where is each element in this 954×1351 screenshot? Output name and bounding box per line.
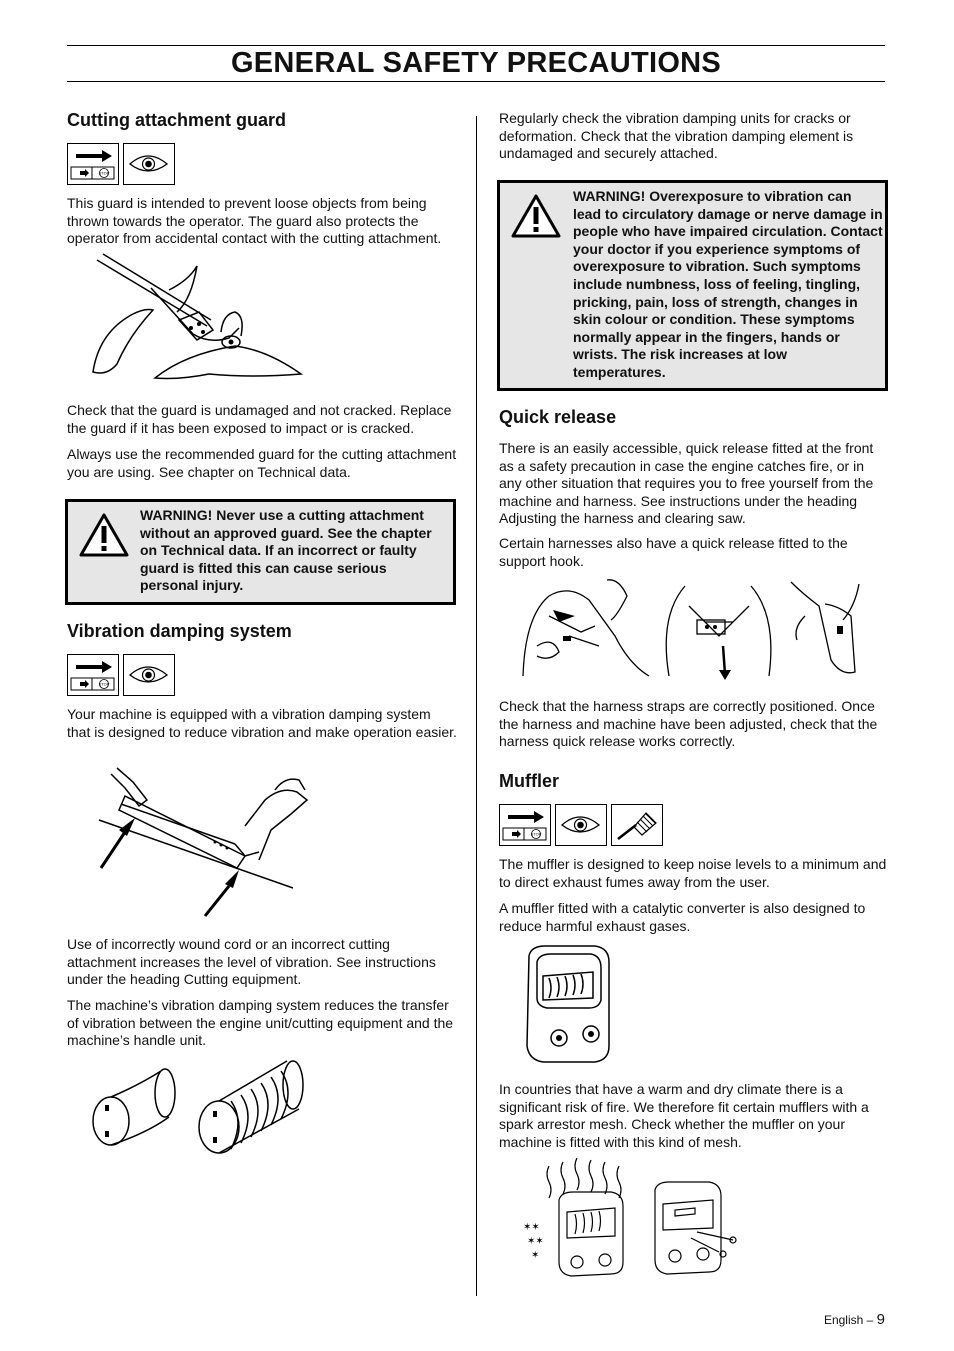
svg-text:✶✶: ✶✶ <box>527 1236 544 1247</box>
section-heading-quick-release: Quick release <box>499 407 617 427</box>
warning-triangle-icon <box>510 193 562 239</box>
paragraph-vibration-cord: Use of incorrectly wound cord or an incorrect cutting attachment increases the level of vibration. See instructions under the heading Cutting equipment. <box>67 936 436 987</box>
footer-dash: – <box>863 1313 877 1327</box>
icon-row-cutting-guard <box>67 143 175 185</box>
eye-inspect-icon <box>555 804 607 846</box>
stop-label: STOP <box>98 170 110 176</box>
paragraph-vibration-intro: Your machine is equipped with a vibration damping system that is designed to reduce vibration and make operation easier. <box>67 706 457 740</box>
paragraph-muffler-purpose: The muffler is designed to keep noise levels to a minimum and to direct exhaust fumes away from the user. <box>499 856 887 890</box>
vibration-handle-illustration <box>95 760 335 920</box>
paragraph-spark-arrestor: In countries that have a warm and dry climate there is a significant risk of fire. We therefore fit certain mufflers with a spark arrestor mesh. Check whether the muffler on your machine is fitted with this kind of mesh. <box>499 1081 869 1150</box>
arrow-stop-icon <box>67 654 119 696</box>
section-heading-cutting-guard: Cutting attachment guard <box>67 110 286 130</box>
warning-box-guard <box>65 499 456 605</box>
guard-illustration <box>89 250 329 388</box>
stop-label: STOP <box>530 831 542 837</box>
icon-row-muffler <box>499 804 663 846</box>
paragraph-guard-purpose: This guard is intended to prevent loose objects from being thrown towards the operator. The guard also protects the operator from accidental contact with the cutting attachment. <box>67 195 442 246</box>
paragraph-damping-check: Regularly check the vibration damping units for cracks or deformation. Check that the vibration damping element is undamaged and securely attached. <box>499 110 854 161</box>
arrow-stop-icon <box>67 143 119 185</box>
paragraph-vibration-transfer: The machine’s vibration damping system reduces the transfer of vibration between the engine unit/cutting equipment and the machine’s handle unit. <box>67 997 454 1048</box>
title-rule <box>67 81 885 82</box>
page-number: 9 <box>876 1311 885 1328</box>
eye-inspect-icon <box>123 654 175 696</box>
section-heading-vibration: Vibration damping system <box>67 621 292 641</box>
paragraph-muffler-catalytic: A muffler fitted with a catalytic converter is also designed to reduce harmful exhaust gases. <box>499 900 866 934</box>
page-title: GENERAL SAFETY PRECAUTIONS <box>230 47 722 79</box>
paragraph-guard-recommended: Always use the recommended guard for the cutting attachment you are using. See chapter on Technical data. <box>67 446 457 480</box>
eye-inspect-icon <box>123 143 175 185</box>
paragraph-quick-release: There is an easily accessible, quick release fitted at the front as a safety precaution in case the engine catches fire, or in any other situation that requires you to free yourself from the machine and harness. See instructions under the heading Adjusting the harness and clearing saw. <box>499 440 874 526</box>
svg-text:✶✶: ✶✶ <box>523 1222 540 1233</box>
brush-clean-icon <box>611 804 663 846</box>
warning-triangle-icon <box>78 512 130 558</box>
icon-row-vibration <box>67 654 175 696</box>
warning-text-vibration: WARNING! Overexposure to vibration can lead to circulatory damage or nerve damage in people who have impaired circulation. Contact your doctor if you experience symptoms of overexposure to vibration. Such symptoms include numbness, loss of feeling, tingling, pricking, pain, loss of strength, changes in skin colour or condition. These symptoms normally appear in the fingers, hands or wrists. The risk increases at low temperatures. <box>573 188 883 380</box>
column-divider <box>476 116 477 1296</box>
muffler-illustration <box>517 942 617 1066</box>
page-footer <box>824 1311 885 1328</box>
damping-elements-illustration <box>89 1055 319 1155</box>
quick-release-illustration <box>519 576 864 680</box>
warning-box-vibration <box>497 180 888 391</box>
section-heading-muffler: Muffler <box>499 771 559 791</box>
paragraph-harness-check: Check that the harness straps are correctly positioned. Once the harness and machine have been adjusted, check that the harness quick release works correctly. <box>499 698 878 749</box>
paragraph-guard-check: Check that the guard is undamaged and not cracked. Replace the guard if it has been exposed to impact or is cracked. <box>67 402 452 436</box>
svg-text:✶: ✶ <box>531 1250 540 1261</box>
arrow-stop-icon <box>499 804 551 846</box>
warning-text-guard: WARNING! Never use a cutting attachment without an approved guard. See the chapter on Technical data. If an incorrect or faulty guard is fitted this can cause serious personal injury. <box>140 507 432 594</box>
footer-language: English <box>823 1313 864 1327</box>
spark-arrestor-illustration <box>519 1156 749 1280</box>
stop-label: STOP <box>98 681 110 687</box>
paragraph-quick-release-hook: Certain harnesses also have a quick release fitted to the support hook. <box>499 535 848 569</box>
